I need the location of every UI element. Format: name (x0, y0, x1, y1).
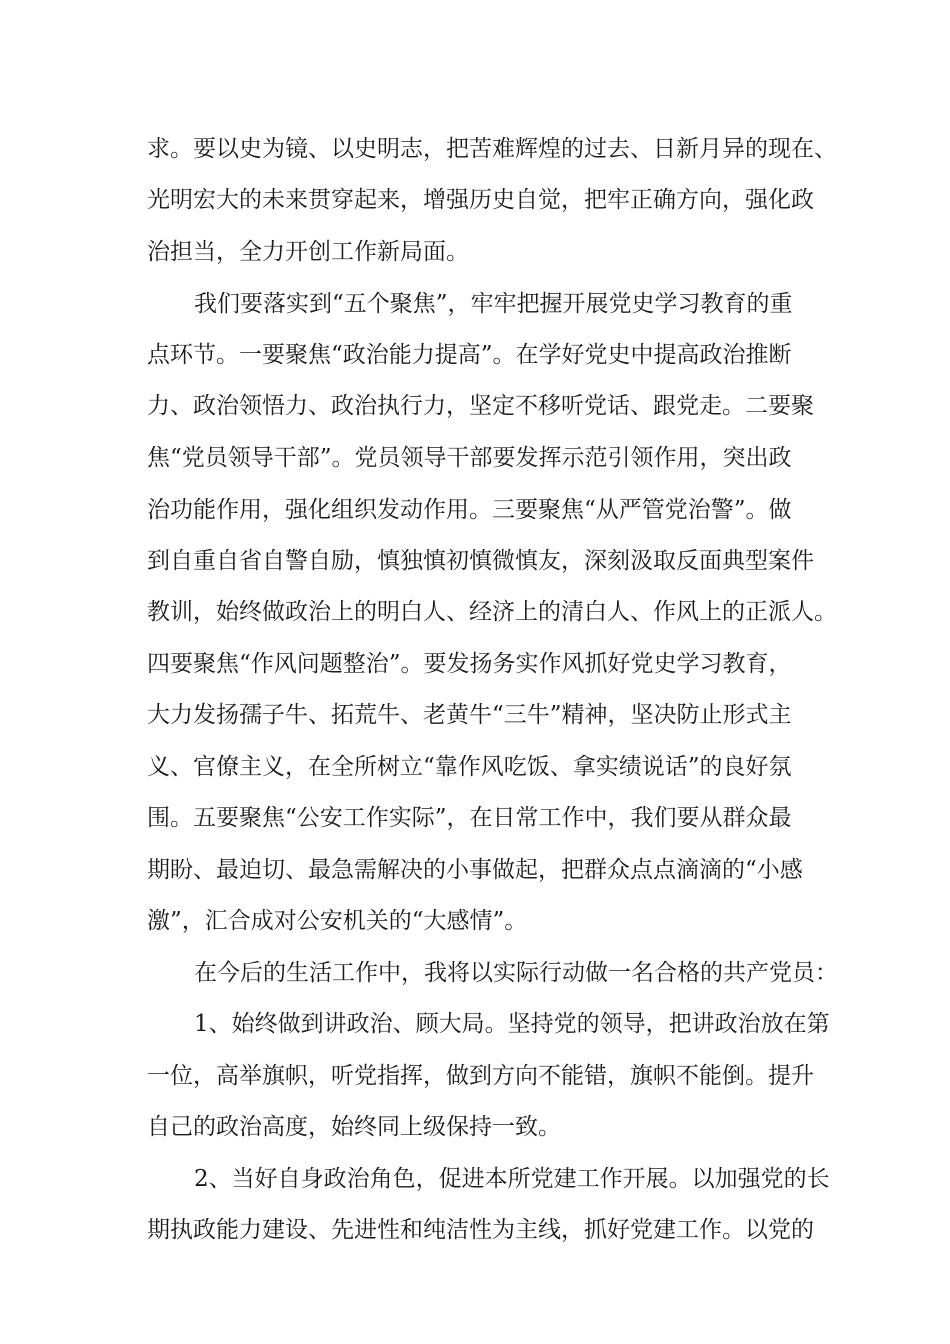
text-line-15: 期盼、最迫切、最急需解决的小事做起，把群众点点滴滴的“小感 (147, 857, 803, 883)
text-line-10: 教训，始终做政治上的明白人、经济上的清白人、作风上的正派人。 (147, 599, 837, 625)
text-line-16: 激”，汇合成对公安机关的“大感情”。 (147, 908, 528, 934)
text-line-19: 一位，高举旗帜，听党指挥，做到方向不能错，旗帜不能倒。提升 (147, 1063, 814, 1089)
text-line-20: 自己的政治高度，始终同上级保持一致。 (147, 1114, 561, 1140)
text-line-12: 大力发扬孺子牛、拓荒牛、老黄牛“三牛”精神，坚决防止形式主 (147, 702, 792, 728)
text-line-4: 我们要落实到“五个聚焦”，牢牢把握开展党史学习教育的重 (194, 291, 793, 317)
text-line-8: 治功能作用，强化组织发动作用。三要聚焦“从严管党治警”。做 (147, 497, 792, 523)
text-line-11: 四要聚焦“作风问题整治”。要发扬务实作风抓好党史学习教育， (147, 651, 792, 677)
text-line-1: 求。要以史为镜、以史明志，把苦难辉煌的过去、日新月异的现在、 (147, 136, 837, 162)
text-line-17: 在今后的生活工作中，我将以实际行动做一名合格的共产党员： (194, 960, 838, 986)
text-line-21: 2、当好自身政治角色，促进本所党建工作开展。以加强党的长 (194, 1166, 830, 1192)
text-line-18: 1、始终做到讲政治、顾大局。坚持党的领导，把讲政治放在第 (194, 1011, 830, 1037)
text-line-14: 围。五要聚焦“公安工作实际”，在日常工作中，我们要从群众最 (147, 805, 792, 831)
text-line-9: 到自重自省自警自励，慎独慎初慎微慎友，深刻汲取反面典型案件 (147, 548, 814, 574)
text-line-22: 期执政能力建设、先进性和纯洁性为主线，抓好党建工作。以党的 (147, 1217, 814, 1243)
text-line-6: 力、政治领悟力、政治执行力，坚定不移听党话、跟党走。二要聚 (147, 393, 814, 419)
text-line-13: 义、官僚主义，在全所树立“靠作风吃饭、拿实绩说话”的良好氛 (147, 754, 792, 780)
text-line-2: 光明宏大的未来贯穿起来，增强历史自觉，把牢正确方向，强化政 (147, 187, 814, 213)
text-line-7: 焦“党员领导干部”。党员领导干部要发挥示范引领作用，突出政 (147, 445, 792, 471)
text-line-5: 点环节。一要聚焦“政治能力提高”。在学好党史中提高政治推断 (147, 342, 792, 368)
text-line-3: 治担当，全力开创工作新局面。 (147, 239, 469, 265)
